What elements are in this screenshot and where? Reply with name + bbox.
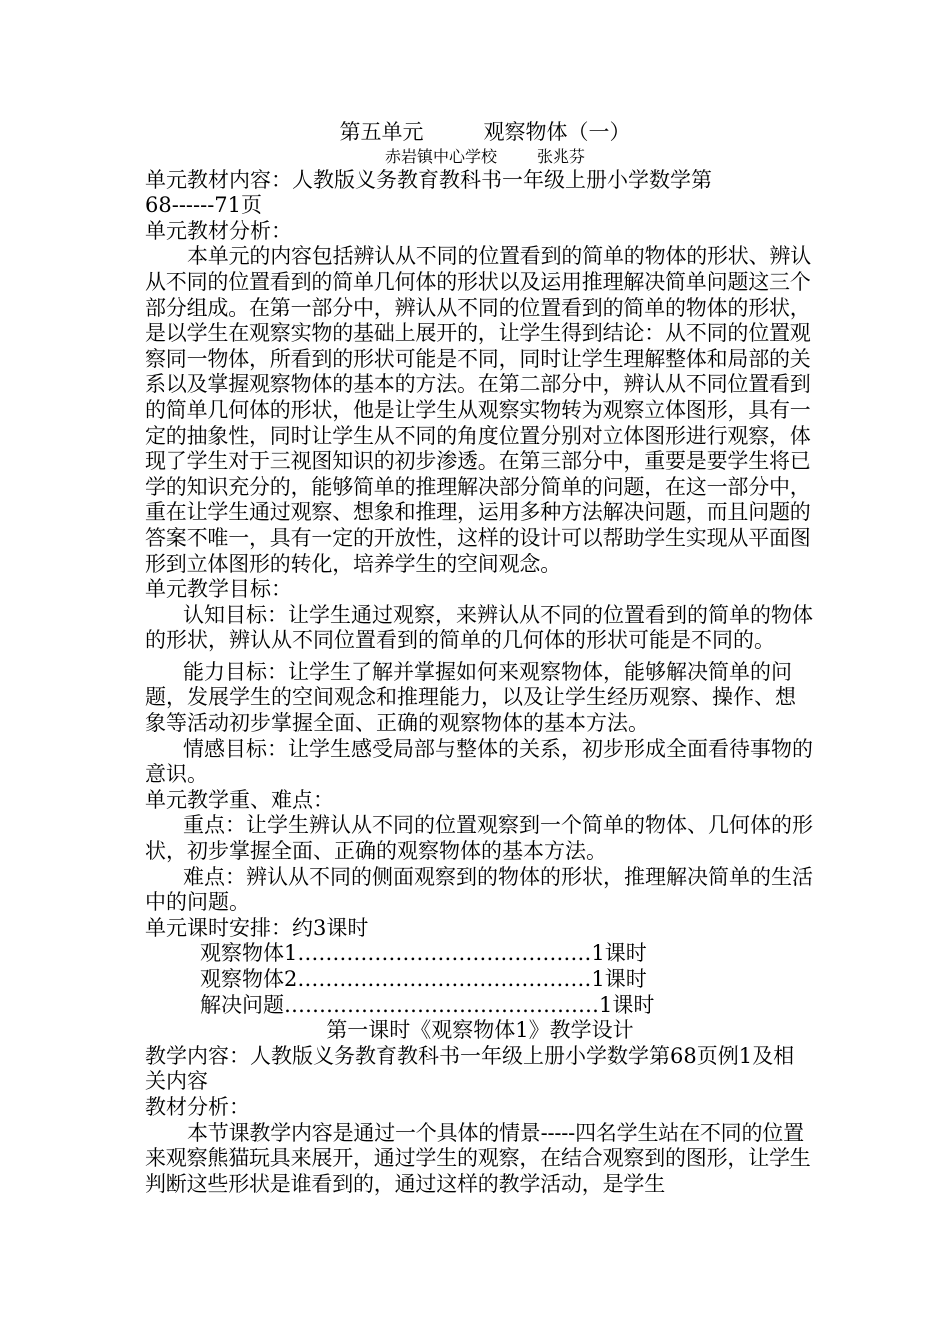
lesson-title: 第一课时《观察物体1》教学设计	[326, 1018, 634, 1043]
keypoints-heading: 单元教学重、难点：	[145, 787, 334, 812]
unit-title	[145, 120, 815, 146]
author-name: 张兆芬	[537, 146, 586, 166]
unit-subtitle	[145, 146, 815, 168]
goal-emotion: 情感目标：让学生感受局部与整体的关系，初步形成全面看待事物的意识。	[145, 736, 813, 787]
unit-title-topic: 观察物体（一）	[483, 120, 631, 144]
document-page	[145, 120, 815, 1197]
goal-ability: 能力目标：让学生了解并掌握如何来观察物体，能够解决简单的问题，发展学生的空间观念和推理能力，以及让学生经历观察、操作、想象等活动初步掌握全面、正确的观察物体的基本方法。	[145, 659, 796, 736]
unit-title-number: 第五单元	[339, 120, 424, 144]
analysis-heading: 单元教材分析：	[145, 218, 292, 243]
schedule-item: 观察物体1……………………………………1课时	[200, 941, 647, 966]
schedule-item: 观察物体2……………………………………1课时	[200, 967, 647, 991]
content-line-1: 单元教材内容：人教版义务教育教科书一年级上册小学数学第	[145, 167, 712, 192]
lesson-content: 教学内容：人教版义务教育教科书一年级上册小学数学第68页例1及相关内容	[145, 1043, 795, 1094]
goal-cognitive: 认知目标：让学生通过观察，来辨认从不同的位置看到的简单的物体的形状，辨认从不同位置看到的简单的几何体的形状可能是不同的。	[145, 602, 813, 653]
schedule-heading: 单元课时安排：约3课时	[145, 915, 369, 940]
analysis-text: 本单元的内容包括辨认从不同的位置看到的简单的物体的形状、辨认从不同的位置看到的简单几何体的形状以及运用推理解决简单问题这三个部分组成。在第一部分中，辨认从不同的位置看到的简单的物体的形状，是以学生在观察实物的基础上展开的，让学生得到结论：从不同的位置观察同一物体，所看到的形状可能是不同，同时让学生理解整体和局部的关系以及掌握观察物体的基本的方法。在第二部分中，辨认从不同位置看到的简单几何体的形状，他是让学生从观察实物转为观察立体图形，具有一定的抽象性，同时让学生从不同的角度位置分别对立体图形进行观察，体现了学生对于三视图知识的初步渗透。在第三部分中，重要是要学生将已学的知识充分的，能够简单的推理解决部分简单的问题，在这一部分中，重在让学生通过观察、想象和推理，运用多种方法解决问题，而且问题的答案不唯一，具有一定的开放性，这样的设计可以帮助学生实现从平面图形到立体图形的转化，培养学生的空间观念。	[145, 244, 811, 576]
keypoint-text: 重点：让学生辨认从不同的位置观察到一个简单的物体、几何体的形状，初步掌握全面、正确的观察物体的基本方法。	[145, 813, 813, 864]
goals-heading: 单元教学目标：	[145, 577, 292, 602]
school-name: 赤岩镇中心学校	[384, 146, 497, 166]
content-line-2: 68------71页	[145, 193, 263, 218]
lesson-analysis-heading: 教材分析：	[145, 1094, 250, 1119]
schedule-item: 解决问题………………………………………1课时	[200, 992, 655, 1017]
lesson-analysis-text: 本节课教学内容是通过一个具体的情景-----四名学生站在不同的位置来观察熊猫玩具来展开，通过学生的观察，在结合观察到的图形，让学生判断这些形状是谁看到的，通过这样的教学活动，是学生	[145, 1120, 811, 1196]
difficulty-text: 难点：辨认从不同的侧面观察到的物体的形状，推理解决简单的生活中的问题。	[145, 864, 813, 915]
